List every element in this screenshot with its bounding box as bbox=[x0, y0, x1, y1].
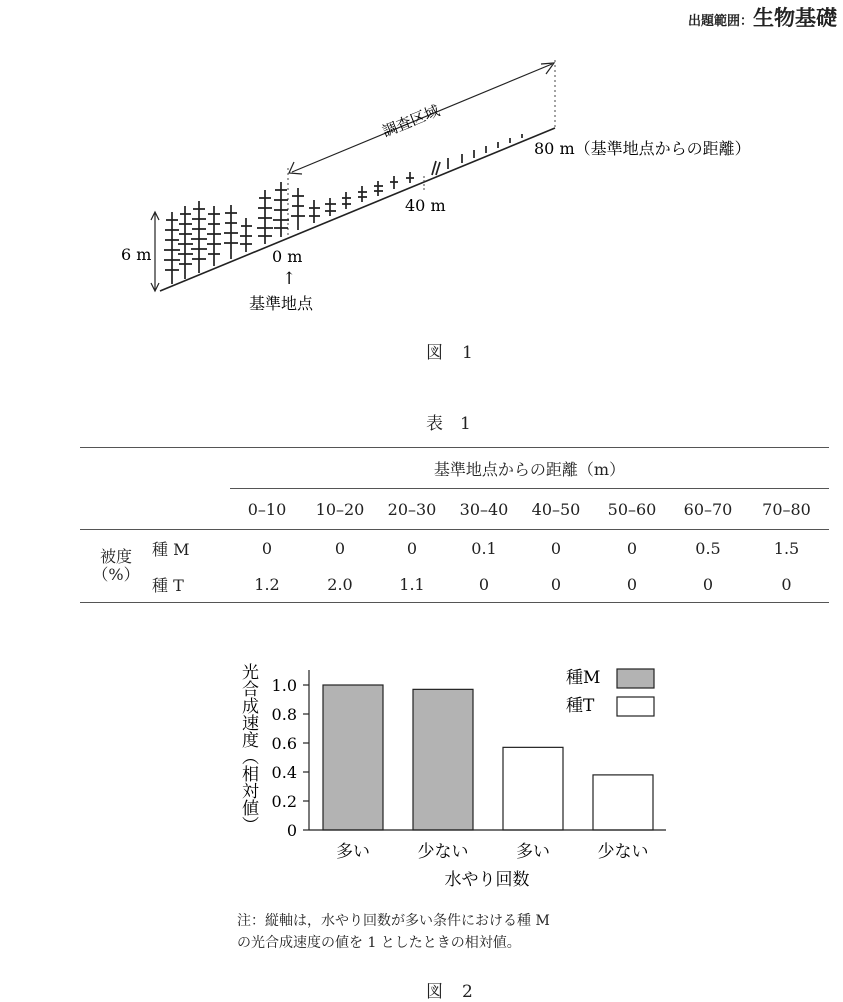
x-axis-label: 水やり回数 bbox=[444, 870, 530, 890]
figure1-caption: 図 1 bbox=[426, 343, 474, 363]
table1-title: 表 1 bbox=[426, 414, 471, 434]
x-tick-label: 多い bbox=[336, 842, 370, 862]
legend-label: 種M bbox=[566, 668, 601, 688]
range-cell: 70–80 bbox=[744, 489, 829, 530]
x-tick-label: 少ない bbox=[417, 842, 469, 862]
legend-swatch bbox=[617, 669, 654, 688]
height-label: 6 m bbox=[121, 245, 152, 264]
range-cell: 60–70 bbox=[672, 489, 744, 530]
value-cell: 0.1 bbox=[471, 538, 497, 558]
bar bbox=[593, 775, 653, 830]
x-tick-label: 多い bbox=[516, 842, 550, 862]
range-cell: 10–20 bbox=[304, 489, 376, 530]
slope-diagram bbox=[0, 0, 843, 330]
value-cell: 0 bbox=[626, 574, 638, 594]
value-cell: 0.5 bbox=[695, 538, 721, 558]
survey-area-label: 調査区域 bbox=[379, 101, 443, 141]
y-tick-label: 0.4 bbox=[271, 763, 297, 782]
value-cell: 0 bbox=[702, 574, 714, 594]
value-cell: 1.2 bbox=[254, 574, 280, 594]
range-cell: 30–40 bbox=[448, 489, 520, 530]
distance-header: 基準地点からの距離（m） bbox=[433, 459, 626, 479]
y-ticks bbox=[272, 676, 309, 840]
value-cell: 0 bbox=[550, 574, 562, 594]
y-axis-label-text: 光合成速度（相対値） bbox=[238, 663, 258, 833]
arrowhead-right bbox=[541, 63, 554, 74]
distance-80m-label: 80 m（基準地点からの距離） bbox=[534, 139, 751, 158]
range-row bbox=[80, 489, 829, 530]
value-cell: 0 bbox=[478, 574, 490, 594]
value-cell: 0 bbox=[406, 538, 418, 558]
y-tick-label: 0.2 bbox=[271, 792, 297, 811]
value-cell: 2.0 bbox=[327, 574, 353, 594]
species-label: 種 T bbox=[152, 575, 184, 595]
note-line-1: 注：縦軸は，水やり回数が多い条件における種 M bbox=[237, 913, 550, 929]
value-cell: 0 bbox=[261, 538, 273, 558]
photosynthesis-bar-chart bbox=[0, 645, 843, 905]
vegetation bbox=[164, 134, 522, 284]
bar bbox=[323, 685, 383, 830]
y-tick-label: 0.6 bbox=[271, 734, 297, 753]
y-tick-label: 1.0 bbox=[271, 676, 297, 695]
bar bbox=[503, 747, 563, 830]
legend bbox=[566, 668, 654, 716]
y-axis-label bbox=[238, 663, 259, 833]
y-tick-label: 0 bbox=[286, 821, 297, 840]
range-cell: 50–60 bbox=[592, 489, 672, 530]
scope-value: 生物基礎 bbox=[753, 6, 837, 30]
bar bbox=[413, 689, 473, 830]
range-cell: 0–10 bbox=[230, 489, 304, 530]
value-cell: 1.1 bbox=[399, 574, 425, 594]
table-header-row bbox=[80, 448, 829, 489]
range-cell: 40–50 bbox=[520, 489, 592, 530]
y-tick-label: 0.8 bbox=[271, 705, 297, 724]
coverage-label: 被度 （%） bbox=[92, 547, 140, 584]
bars bbox=[323, 685, 653, 830]
value-cell: 1.5 bbox=[773, 538, 800, 558]
species-label: 種 M bbox=[152, 539, 190, 559]
slope-ground-line bbox=[160, 128, 555, 291]
legend-label: 種T bbox=[566, 696, 595, 716]
reference-point-label: 基準地点 bbox=[249, 294, 314, 313]
note-line-2: の光合成速度の値を 1 としたときの相対値。 bbox=[237, 935, 521, 951]
value-cell: 0 bbox=[626, 538, 638, 558]
table-row bbox=[80, 566, 829, 603]
reference-arrow: ↑ bbox=[282, 269, 297, 289]
arrowhead-left bbox=[289, 162, 302, 174]
table-row bbox=[80, 530, 829, 567]
scope-label: 出題範囲： bbox=[687, 14, 753, 29]
figure2-caption: 図 2 bbox=[426, 982, 474, 1002]
distance-0m-label: 0 m bbox=[272, 247, 303, 266]
distance-40m-label: 40 m bbox=[405, 196, 446, 215]
value-cell: 0 bbox=[781, 574, 792, 594]
range-cell: 20–30 bbox=[376, 489, 448, 530]
coverage-table bbox=[80, 447, 829, 603]
value-cell: 0 bbox=[334, 538, 346, 558]
figure2-note bbox=[237, 910, 550, 954]
legend-swatch bbox=[617, 697, 654, 716]
value-cell: 0 bbox=[550, 538, 562, 558]
x-tick-labels bbox=[336, 842, 649, 862]
x-tick-label: 少ない bbox=[597, 842, 649, 862]
